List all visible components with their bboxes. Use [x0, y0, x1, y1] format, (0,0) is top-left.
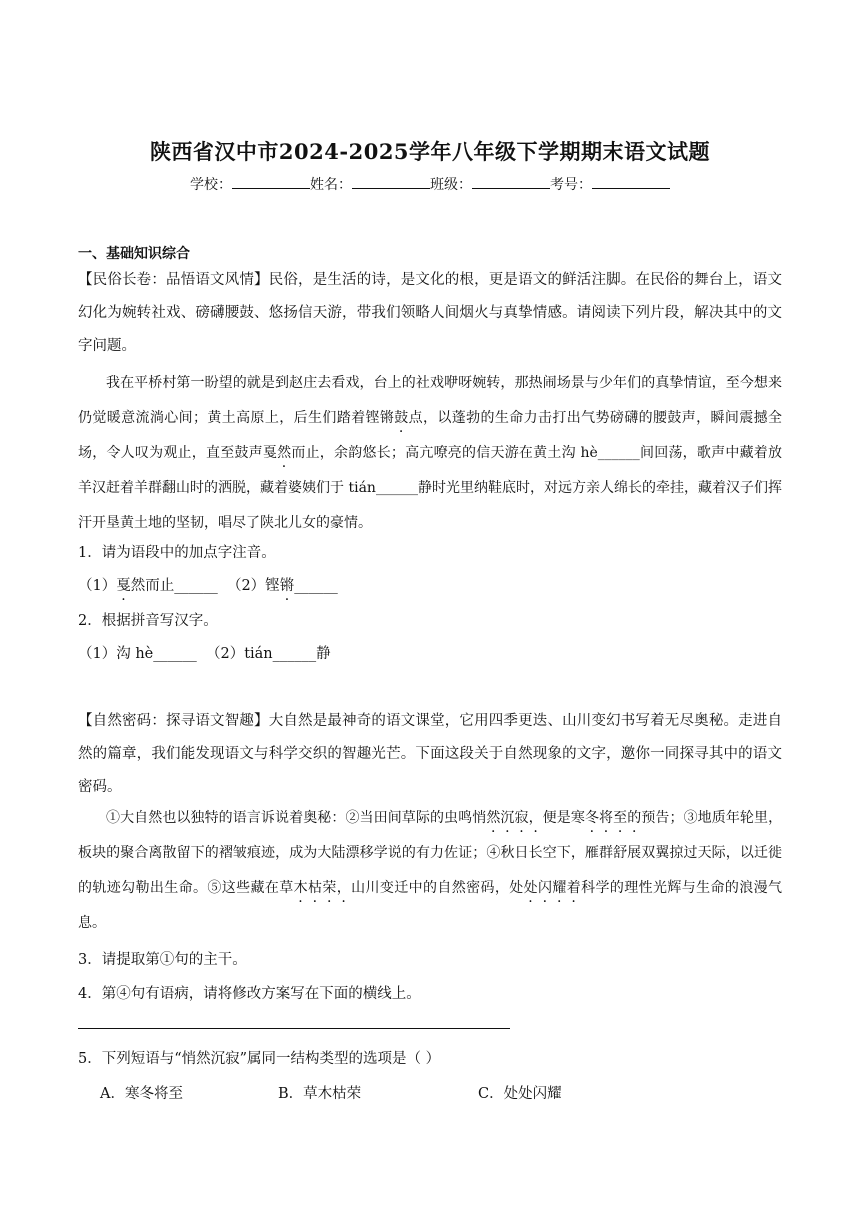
dotted-char: 戛 — [262, 445, 278, 461]
passage-text: 的预告；③地质年轮里，板块的聚合离散留下的褶皱痕迹，成为大陆漂移学说的有力佐证；④秋日长空下，雁群舒展双翼掠过天际，以迁徙的轨迹勾勒出生命。⑤这些藏在 — [78, 810, 783, 896]
dotted-char: 寂 — [514, 810, 529, 826]
name-blank[interactable] — [352, 174, 430, 189]
passage-text: ，山川变迁中的自然密码， — [336, 880, 510, 896]
question-3: 3．请提取第①句的主干。 — [78, 952, 247, 968]
dotted-char: 悄 — [472, 810, 487, 826]
part2-intro: 【自然密码：探寻语文智趣】大自然是最神奇的语文课堂，它用四季更迭、山川变幻书写着无尽奥秘。走进自然的篇章，我们能发现语文与科学交织的智趣光芒。下面这段关于自然现象的文字，邀你一同探寻其中的语文密码。 — [78, 713, 782, 795]
dotted-phrase — [279, 880, 337, 896]
passage-text: 然而止，余韵悠长；高亢嘹亮的信天游在黄土沟 hè______间回荡，歌声中藏着放羊汉赶着羊群翻山时的洒脱，藏着婆姨们于 tián______静时光里纳鞋底时，对远方亲人绵长的牵挂，藏着汉子们挥汗开垦黄土地的坚韧，唱尽了陕北儿女的豪情。 — [78, 445, 783, 531]
dotted-char: 沉 — [500, 810, 515, 826]
passage-text: ，便是 — [528, 810, 571, 826]
q1-item-a[interactable]: 然而止______ — [130, 578, 218, 594]
page-title: 陕西省汉中市2024-2025学年八年级下学期期末语文试题 — [149, 139, 711, 164]
dotted-char: 将 — [599, 810, 614, 826]
option-b[interactable]: B．草木枯荣 — [278, 1086, 362, 1102]
class-label: 班级： — [430, 177, 472, 193]
student-info-line — [0, 174, 860, 194]
question-2-items[interactable]: （1）沟 hè______ （2）tián______静 — [78, 646, 331, 662]
part2-passage — [78, 801, 782, 941]
number-blank[interactable] — [592, 174, 670, 189]
passage-text: 鼓点，以蓬勃的生命力击打出气势磅礴的腰鼓声，瞬间震撼全场，令人叹为观止，直至鼓声 — [78, 410, 782, 461]
dotted-char: 然 — [486, 810, 501, 826]
question-5: 5．下列短语与“悄然沉寂”属同一结构类型的选项是（ ） — [78, 1051, 441, 1067]
section-title: 一、基础知识综合 — [78, 246, 190, 262]
dotted-char: 至 — [613, 810, 628, 826]
answer-line[interactable] — [78, 1028, 510, 1029]
dotted-char: 处 — [523, 880, 538, 896]
dotted-phrase — [472, 810, 528, 826]
number-label: 考号： — [550, 177, 592, 193]
part1-intro: 【民俗长卷：品悟语文风情】民俗，是生活的诗，是文化的根，更是语文的鲜活注脚。在民俗的舞台上，语文幻化为婉转社戏、磅礴腰鼓、悠扬信天游，带我们领略人间烟火与真挚情感。请阅读下列片段，解决其中的文字问题。 — [78, 272, 782, 354]
question-2: 2．根据拼音写汉字。 — [78, 613, 218, 629]
passage-text: 着科学的理性光辉与生命的浪漫气息。 — [78, 880, 782, 931]
part1-passage — [78, 366, 782, 541]
dotted-char: 闪 — [538, 880, 553, 896]
q1-item-prefix: （1） — [78, 578, 117, 594]
dotted-char: 戛 — [116, 578, 131, 594]
question-1: 1．请为语段中的加点字注音。 — [78, 545, 276, 561]
dotted-char: 枯 — [308, 880, 323, 896]
dotted-char: 草 — [279, 880, 294, 896]
question-4: 4．第④句有语病，请将修改方案写在下面的横线上。 — [78, 986, 421, 1002]
passage-text: ①大自然也以独特的语言诉说着奥秘：②当田间草际的虫鸣 — [106, 810, 473, 826]
school-label: 学校： — [190, 177, 232, 193]
question-1-items — [78, 574, 338, 595]
passage-text: 我在平桥村第一盼望的就是到赵庄去看戏，台上的社戏咿呀婉转，那热闹场景与少年们的真挚情谊，至今想来仍觉暖意流淌心间；黄土高原上，后生们踏着铿 — [78, 375, 782, 426]
name-label: 姓名： — [310, 177, 352, 193]
dotted-char: 耀 — [552, 880, 567, 896]
dotted-phrase — [571, 810, 627, 826]
option-a[interactable]: A．寒冬将至 — [100, 1086, 183, 1102]
q1-item-b[interactable]: ______ — [294, 578, 338, 594]
dotted-phrase — [509, 880, 567, 896]
dotted-char: 冬 — [584, 810, 600, 826]
q1-item-prefix: （2）铿 — [226, 578, 280, 594]
dotted-char: 荣 — [322, 880, 337, 896]
dotted-char: 寒 — [570, 810, 585, 826]
dotted-char: 锵 — [279, 578, 295, 594]
dotted-char: 锵 — [379, 410, 395, 426]
school-blank[interactable] — [232, 174, 310, 189]
option-c[interactable]: C．处处闪耀 — [478, 1086, 562, 1102]
class-blank[interactable] — [472, 174, 550, 189]
dotted-char: 木 — [293, 880, 308, 896]
dotted-char: 处 — [509, 880, 524, 896]
